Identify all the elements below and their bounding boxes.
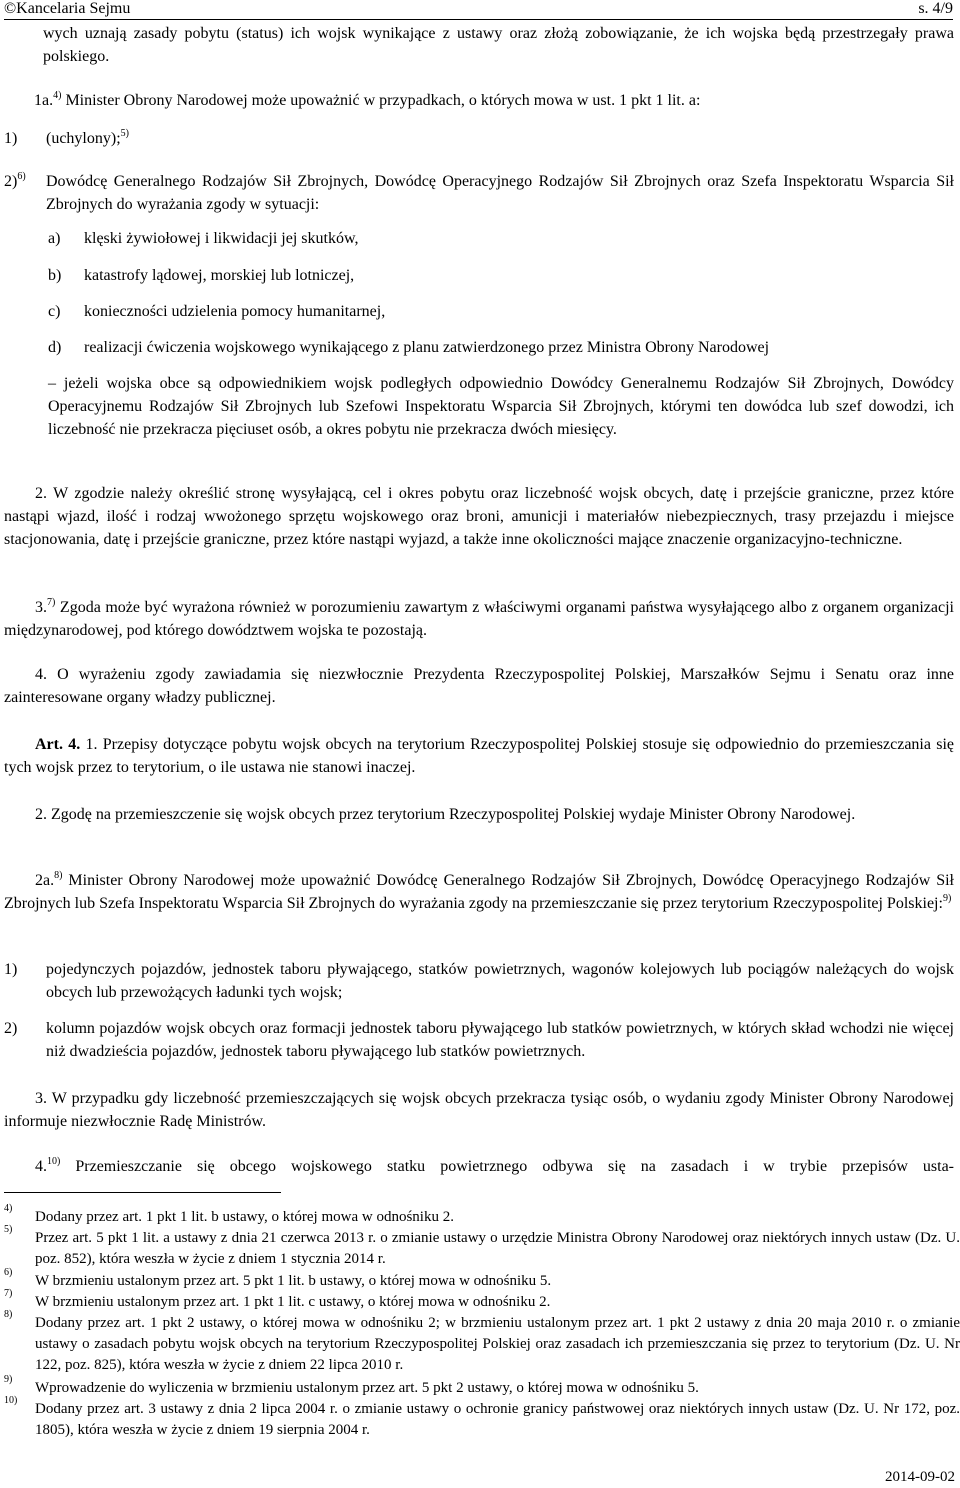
paragraph-number: 2a. — [35, 872, 55, 889]
list-item — [4, 170, 954, 216]
subitem-text: konieczności udzielenia pomocy humanitarnej, — [84, 303, 386, 320]
item-number: 2) — [4, 173, 18, 190]
paragraph-number: 2. — [35, 806, 47, 823]
footnote-text: Dodany przez art. 1 pkt 2 ustawy, o której mowa w odnośniku 2; w brzmieniu ustalonym przez art. 1 pkt 2 ustawy z dnia 20 maja 2010 r. o zmianie ustawy o zasadach pobytu wojsk obcych na terytorium Rzeczypospolitej Polskiej oraz zasadach ich przemieszczania się przez to terytorium (Dz. U. Nr 122, poz. 825), która weszła w życie z dniem 22 lipca 2010 r. — [35, 1315, 960, 1373]
list-subitem — [48, 336, 954, 359]
subitem-letter: c) — [48, 303, 61, 320]
article-4-paragraph-2a — [4, 869, 954, 915]
item-text: Dowódcę Generalnego Rodzajów Sił Zbrojnych, Dowódcę Operacyjnego Rodzajów Sił Zbrojnych oraz Szefa Inspektoratu Wsparcia Sił Zbrojnych do wyrażania zgody w sytuacji: — [46, 173, 954, 213]
subitem-letter: d) — [48, 339, 62, 356]
header-publisher: ©Kancelaria Sejmu — [4, 0, 131, 17]
paragraph-text: Zgodę na przemieszczenie się wojsk obcych przez terytorium Rzeczypospolitej Polskiej wydaje Minister Obrony Narodowej. — [51, 806, 856, 823]
subitem-text: realizacji ćwiczenia wojskowego wynikającego z planu zatwierdzonego przez Ministra Obrony Narodowej — [84, 339, 770, 356]
footnote-ref: 7) — [47, 596, 56, 608]
paragraph-3 — [4, 596, 954, 642]
footnote-ref: 10) — [47, 1155, 61, 1167]
paragraph-number: 1. — [85, 736, 98, 753]
footnote-text: Dodany przez art. 3 ustawy z dnia 2 lipca 2004 r. o zmianie ustawy o ochronie granicy państwowej oraz niektórych innych ustaw (Dz. U. Nr 172, poz. 1805), która weszła w życie z dniem 19 sierpnia 2004 r. — [35, 1401, 960, 1438]
item-number: 2) — [4, 1020, 18, 1037]
list-subitem — [48, 300, 954, 323]
footnote-number: 5) — [4, 1224, 13, 1235]
paragraph-1a — [34, 89, 954, 112]
paragraph-text: Przepisy dotyczące pobytu wojsk obcych na terytorium Rzeczypospolitej Polskiej stosuje się odpowiednio do przemieszczania się tych wojsk przez to terytorium, o ile ustawa nie stanowi inaczej. — [4, 736, 955, 776]
footnote-number: 6) — [4, 1267, 13, 1278]
list-subitem — [48, 227, 954, 250]
item-text: pojedynczych pojazdów, jednostek taboru pływającego, statków powietrznych, wagonów kolejowych lub pociągów należących do wojsk obcych lub przewożących ładunki tych wojsk; — [46, 961, 954, 1001]
footnote-number: 7) — [4, 1288, 13, 1299]
item-text: (uchylony); — [46, 130, 121, 147]
article-4 — [4, 733, 954, 779]
subitem-text: klęski żywiołowej i likwidacji jej skutków, — [84, 230, 359, 247]
footnote-text: W brzmieniu ustalonym przez art. 1 pkt 1 lit. c ustawy, o której mowa w odnośniku 2. — [35, 1294, 551, 1310]
paragraph-continuation: wych uznają zasady pobytu (status) ich wojsk wynikające z ustawy oraz złożą zobowiązanie, że ich wojska będą przestrzegały prawa polskiego. — [43, 25, 954, 65]
paragraph-text: Przemieszczanie się obcego wojskowego statku powietrznego odbywa się na zasadach i w trybie przepisów usta- — [75, 1158, 955, 1175]
paragraph-number: 4. — [35, 666, 47, 683]
footnote-number: 8) — [4, 1309, 13, 1320]
page-header — [4, 0, 953, 18]
article-label: Art. 4. — [35, 736, 81, 753]
footer-date: 2014-09-02 — [885, 1469, 955, 1485]
footnote-ref: 9) — [942, 892, 952, 904]
footnote-separator — [4, 1192, 281, 1193]
subitem-text: katastrofy lądowej, morskiej lub lotniczej, — [84, 267, 355, 284]
footnote-text: Dodany przez art. 1 pkt 1 lit. b ustawy, o której mowa w odnośniku 2. — [35, 1209, 454, 1225]
list-item — [4, 127, 954, 150]
article-4-paragraph-3 — [4, 1087, 954, 1133]
paragraph-2 — [4, 482, 954, 551]
item-number: 1) — [4, 961, 18, 978]
paragraph-text: O wyrażeniu zgody zawiadamia się niezwłocznie Prezydenta Rzeczypospolitej Polskiej, Marszałków Sejmu i Senatu oraz inne zainteresowane organy władzy publicznej. — [4, 666, 955, 706]
paragraph-4 — [4, 663, 954, 709]
item-text: kolumn pojazdów wojsk obcych oraz formacji jednostek taboru pływającego lub statków powietrznych, w których skład wchodzi nie więcej niż dwadzieścia pojazdów, jednostek taboru pływającego lub statków powietrznych. — [46, 1020, 954, 1060]
footnote-text: Wprowadzenie do wyliczenia w brzmieniu ustalonym przez art. 5 pkt 2 ustawy, o której mowa w odnośniku 5. — [35, 1380, 699, 1396]
footnote-number: 9) — [4, 1374, 13, 1385]
list-subitem — [48, 264, 954, 287]
list-item — [4, 1017, 954, 1063]
footnote-ref: 6) — [17, 170, 26, 182]
paragraph-number: 3. — [35, 599, 47, 616]
paragraph-text: Minister Obrony Narodowej może upoważnić w przypadkach, o których mowa w ust. 1 pkt 1 lit. a: — [65, 92, 701, 109]
footnote-ref: 8) — [54, 869, 63, 881]
paragraph-number: 1a. — [34, 92, 54, 109]
subitem-letter: b) — [48, 267, 62, 284]
list-item — [4, 958, 954, 1004]
footnote-number: 4) — [4, 1203, 13, 1214]
footnote-ref: 5) — [120, 127, 129, 139]
footnote-text: W brzmieniu ustalonym przez art. 5 pkt 1 lit. b ustawy, o której mowa w odnośniku 5. — [35, 1273, 552, 1289]
paragraph-text: Zgoda może być wyrażona również w porozumieniu zawartym z właściwymi organami państwa wysyłającego albo z organem organizacji międzynarodowej, pod którego dowództwem wojska te pozostają. — [4, 599, 955, 639]
paragraph-text: W przypadku gdy liczebność przemieszczających się wojsk obcych przekracza tysiąc osób, o wydaniu zgody Minister Obrony Narodowej informuje niezwłocznie Radę Ministrów. — [4, 1090, 954, 1130]
paragraph-number: 2. — [35, 485, 47, 502]
footnote-text: Przez art. 5 pkt 1 lit. a ustawy z dnia 21 czerwca 2013 r. o zmianie ustawy o urzędzie Ministra Obrony Narodowej oraz niektórych innych ustaw (Dz. U. poz. 852), która weszła w życie z dniem 1 stycznia 2014 r. — [35, 1230, 960, 1267]
item-number: 1) — [4, 130, 18, 147]
header-rule — [4, 19, 953, 20]
paragraph-text: W zgodzie należy określić stronę wysyłającą, cel i okres pobytu oraz liczebność wojsk obcych, datę i przejście graniczne, przez które nastąpi wjazd, ilość i rodzaj wwożonego sprzętu wojskowego oraz broni, amunicji i materiałów niebezpiecznych, trasy przejazdu i miejsce stacjonowania, datę i przejście graniczne, przez które nastąpi wyjazd, a także inne okoliczności mające znaczenie organizacyjno-techniczne. — [4, 485, 954, 548]
article-4-paragraph-4 — [4, 1155, 954, 1178]
paragraph-dash: – jeżeli wojska obce są odpowiednikiem wojsk podległych odpowiednio Dowódcy Generalnemu Rodzajów Sił Zbrojnych, Dowódcy Operacyjnemu Rodzajów Sił Zbrojnych lub Szefowi Inspektoratu Wsparcia Sił Zbrojnych, którymi ten dowódca lub szef dowodzi, ich liczebność nie przekracza pięciuset osób, a okres pobytu nie przekracza dwóch miesięcy. — [48, 375, 954, 438]
header-page-number: s. 4/9 — [918, 0, 953, 17]
footnote-number: 10) — [4, 1395, 18, 1406]
article-4-paragraph-2 — [4, 803, 954, 826]
footnote-ref: 4) — [53, 89, 62, 101]
paragraph-number: 4. — [35, 1158, 47, 1175]
subitem-letter: a) — [48, 230, 61, 247]
paragraph-text: Minister Obrony Narodowej może upoważnić Dowódcę Generalnego Rodzajów Sił Zbrojnych, Dowódcę Operacyjnego Rodzajów Sił Zbrojnych lub Szefa Inspektoratu Wsparcia Sił Zbrojnych do wyrażania zgody na przemieszczanie się przez terytorium Rzeczypospolitej Polskiej: — [4, 872, 954, 912]
paragraph-number: 3. — [35, 1090, 47, 1107]
